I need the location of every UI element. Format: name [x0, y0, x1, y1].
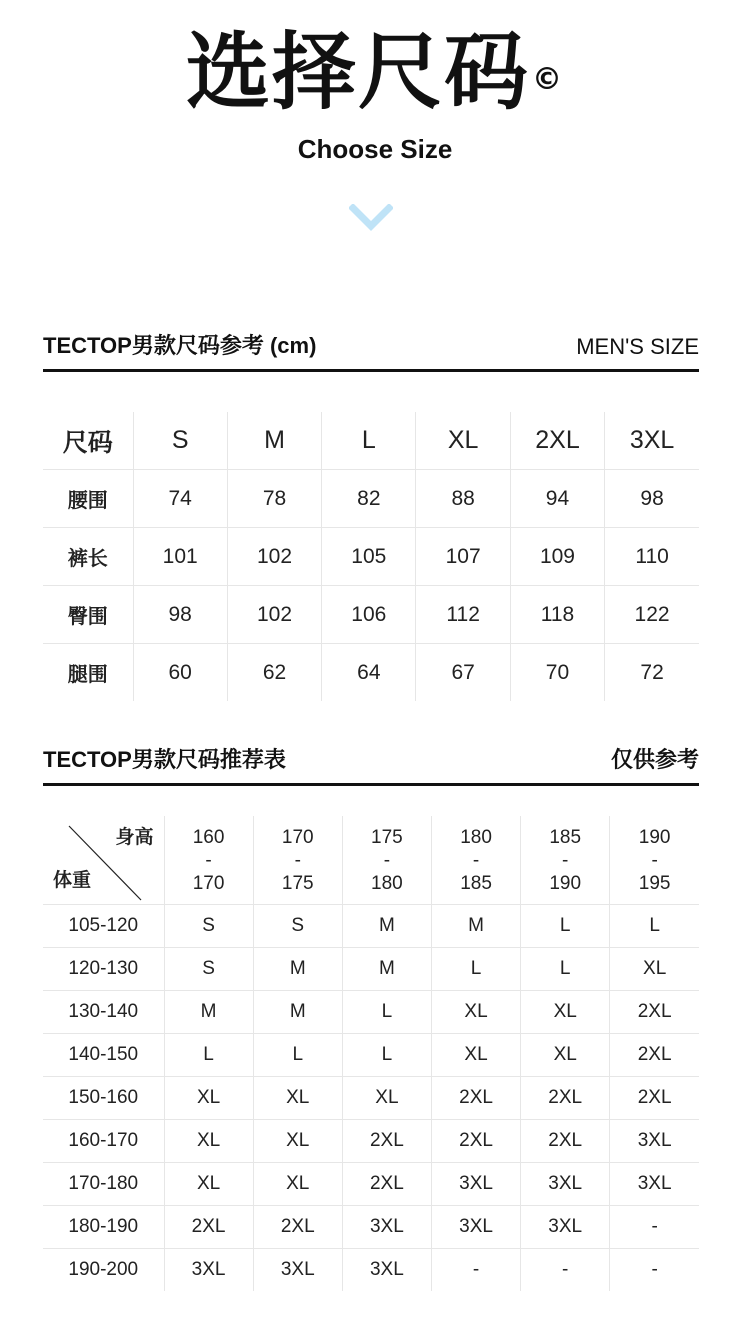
size-chart-title: TECTOP男款尺码参考 (cm) [43, 333, 317, 358]
height-axis-label: 身高 [115, 827, 154, 848]
table-cell: 2XL [164, 1206, 253, 1249]
table-cell: 3XL [521, 1206, 610, 1249]
table-cell: 67 [416, 644, 510, 702]
table-cell: 2XL [431, 1120, 520, 1163]
table-row [43, 991, 699, 1034]
range-dash: - [651, 849, 658, 871]
recommendation-table [43, 816, 699, 1291]
table-cell: 2XL [610, 1077, 699, 1120]
height-range-cell [521, 816, 610, 905]
table-cell: 3XL [521, 1163, 610, 1206]
range-bound: 175 [281, 872, 314, 894]
table-cell: XL [164, 1163, 253, 1206]
table-header-row [43, 412, 699, 470]
size-chart-header [43, 332, 699, 372]
table-cell: 2XL [521, 1077, 610, 1120]
page-subtitle: Choose Size [297, 134, 453, 164]
table-cell: XL [431, 991, 520, 1034]
weight-range-cell: 120-130 [43, 948, 164, 991]
table-cell: L [521, 905, 610, 948]
table-cell: 3XL [253, 1249, 342, 1292]
table-cell: L [342, 1034, 431, 1077]
table-row [43, 1249, 699, 1292]
table-cell: 88 [416, 470, 510, 528]
range-dash: - [294, 849, 301, 871]
row-label-cell: 腰围 [43, 470, 133, 528]
table-cell: 102 [227, 528, 321, 586]
range-bound: 160 [192, 826, 225, 848]
range-dash: - [205, 849, 212, 871]
range-bound: 195 [638, 872, 671, 894]
table-cell: S [164, 948, 253, 991]
size-header-cell: M [227, 412, 321, 470]
size-header-cell: 2XL [510, 412, 604, 470]
height-range-cell [253, 816, 342, 905]
table-cell: XL [164, 1077, 253, 1120]
table-cell: L [521, 948, 610, 991]
table-cell: 78 [227, 470, 321, 528]
chevron-down-icon [349, 204, 393, 232]
table-cell: 3XL [610, 1120, 699, 1163]
table-cell: L [610, 905, 699, 948]
table-cell: 105 [322, 528, 416, 586]
recommendation-header [43, 746, 699, 786]
weight-range-cell: 190-200 [68, 1259, 139, 1280]
weight-range-cell: 180-190 [43, 1206, 164, 1249]
range-bound: 185 [460, 872, 492, 894]
size-header-cell: 3XL [605, 412, 699, 470]
table-cell: 3XL [431, 1163, 520, 1206]
table-row [43, 905, 699, 948]
weight-range-cell: 105-120 [43, 905, 164, 948]
table-row [43, 470, 699, 528]
table-cell: XL [253, 1163, 342, 1206]
table-cell: M [431, 905, 520, 948]
table-cell: 3XL [342, 1206, 431, 1249]
table-cell: 102 [227, 586, 321, 644]
row-label-cell: 腿围 [67, 664, 108, 686]
table-cell: XL [253, 1077, 342, 1120]
copyright-mark: © [532, 62, 564, 97]
table-cell: - [610, 1206, 699, 1249]
table-cell: 2XL [610, 1034, 699, 1077]
table-cell: 60 [133, 644, 227, 702]
table-row [43, 644, 699, 702]
height-range-cell [431, 816, 520, 905]
table-cell: XL [610, 948, 699, 991]
table-cell: 98 [605, 470, 699, 528]
table-cell: 112 [416, 586, 510, 644]
table-cell: M [342, 905, 431, 948]
table-cell: XL [521, 1034, 610, 1077]
table-cell: L [253, 1034, 342, 1077]
table-cell: L [342, 991, 431, 1034]
table-row [43, 1120, 699, 1163]
table-cell: S [164, 905, 253, 948]
table-cell: 106 [322, 586, 416, 644]
table-cell: - [431, 1249, 520, 1292]
table-header-row [43, 816, 699, 905]
height-range-cell [342, 816, 431, 905]
table-row [43, 1163, 699, 1206]
weight-range-cell: 170-180 [43, 1163, 164, 1206]
table-cell: 109 [510, 528, 604, 586]
table-cell: 82 [322, 470, 416, 528]
table-cell: 110 [605, 528, 699, 586]
height-range-cell [164, 816, 253, 905]
range-bound: 175 [371, 826, 403, 848]
divider [43, 369, 699, 372]
table-cell: L [431, 948, 520, 991]
table-row [43, 1206, 699, 1249]
table-cell: M [342, 948, 431, 991]
table-cell: 3XL [342, 1249, 431, 1292]
table-row [43, 528, 699, 586]
recommendation-right-label: 仅供参考 [610, 747, 699, 772]
table-row [43, 948, 699, 991]
corner-cell [43, 816, 164, 905]
table-cell: 3XL [164, 1249, 253, 1292]
range-dash: - [383, 849, 391, 871]
table-cell: 94 [510, 470, 604, 528]
weight-range-cell: 150-160 [43, 1077, 164, 1120]
range-dash: - [472, 849, 480, 871]
table-cell: 2XL [342, 1120, 431, 1163]
divider [43, 783, 699, 786]
table-cell: 3XL [431, 1206, 520, 1249]
size-header-cell: L [322, 412, 416, 470]
table-cell: 62 [227, 644, 321, 702]
size-header-cell: S [133, 412, 227, 470]
row-label-cell: 臀围 [43, 586, 133, 644]
table-cell: 107 [416, 528, 510, 586]
page-title [0, 22, 750, 122]
range-bound: 190 [549, 872, 582, 894]
table-cell: 3XL [610, 1163, 699, 1206]
table-row [43, 1034, 699, 1077]
size-chart-table [43, 412, 699, 701]
table-cell: M [164, 991, 253, 1034]
table-cell: S [253, 905, 342, 948]
table-cell: M [253, 948, 342, 991]
weight-range-cell: 130-140 [43, 991, 164, 1034]
table-cell: 118 [510, 586, 604, 644]
weight-range-cell: 140-150 [43, 1034, 164, 1077]
table-cell: 64 [322, 644, 416, 702]
table-cell: M [253, 991, 342, 1034]
row-label-cell: 尺码 [43, 412, 133, 470]
table-cell: XL [164, 1120, 253, 1163]
recommendation-title: TECTOP男款尺码推荐表 [43, 747, 286, 772]
table-cell: 2XL [431, 1077, 520, 1120]
table-cell: 2XL [253, 1206, 342, 1249]
table-cell: 74 [133, 470, 227, 528]
table-cell: 98 [133, 586, 227, 644]
table-cell: 70 [510, 644, 604, 702]
table-cell: 2XL [342, 1163, 431, 1206]
table-cell: 2XL [521, 1120, 610, 1163]
table-cell: 122 [605, 586, 699, 644]
range-dash: - [562, 849, 569, 871]
range-bound: 180 [460, 826, 492, 848]
table-cell: XL [253, 1120, 342, 1163]
weight-axis-label: 体重 [53, 870, 92, 891]
weight-range-cell: 160-170 [43, 1120, 164, 1163]
table-cell: 2XL [610, 991, 699, 1034]
table-cell: XL [431, 1034, 520, 1077]
range-bound: 190 [638, 826, 671, 848]
range-bound: 170 [192, 872, 225, 894]
table-row [43, 586, 699, 644]
table-row [43, 1077, 699, 1120]
table-cell: 101 [133, 528, 227, 586]
height-range-cell [610, 816, 699, 905]
range-bound: 185 [549, 826, 582, 848]
table-cell: - [610, 1249, 699, 1292]
table-cell: XL [521, 991, 610, 1034]
title-text: 选择尺码 [185, 23, 530, 121]
table-cell: XL [342, 1077, 431, 1120]
range-bound: 170 [281, 826, 314, 848]
row-label-cell: 裤长 [43, 528, 133, 586]
table-cell: - [521, 1249, 610, 1292]
table-cell: L [164, 1034, 253, 1077]
table-cell: 72 [605, 644, 699, 702]
size-header-cell: XL [416, 412, 510, 470]
range-bound: 180 [371, 872, 403, 894]
size-chart-right-label: MEN'S SIZE [576, 334, 699, 359]
